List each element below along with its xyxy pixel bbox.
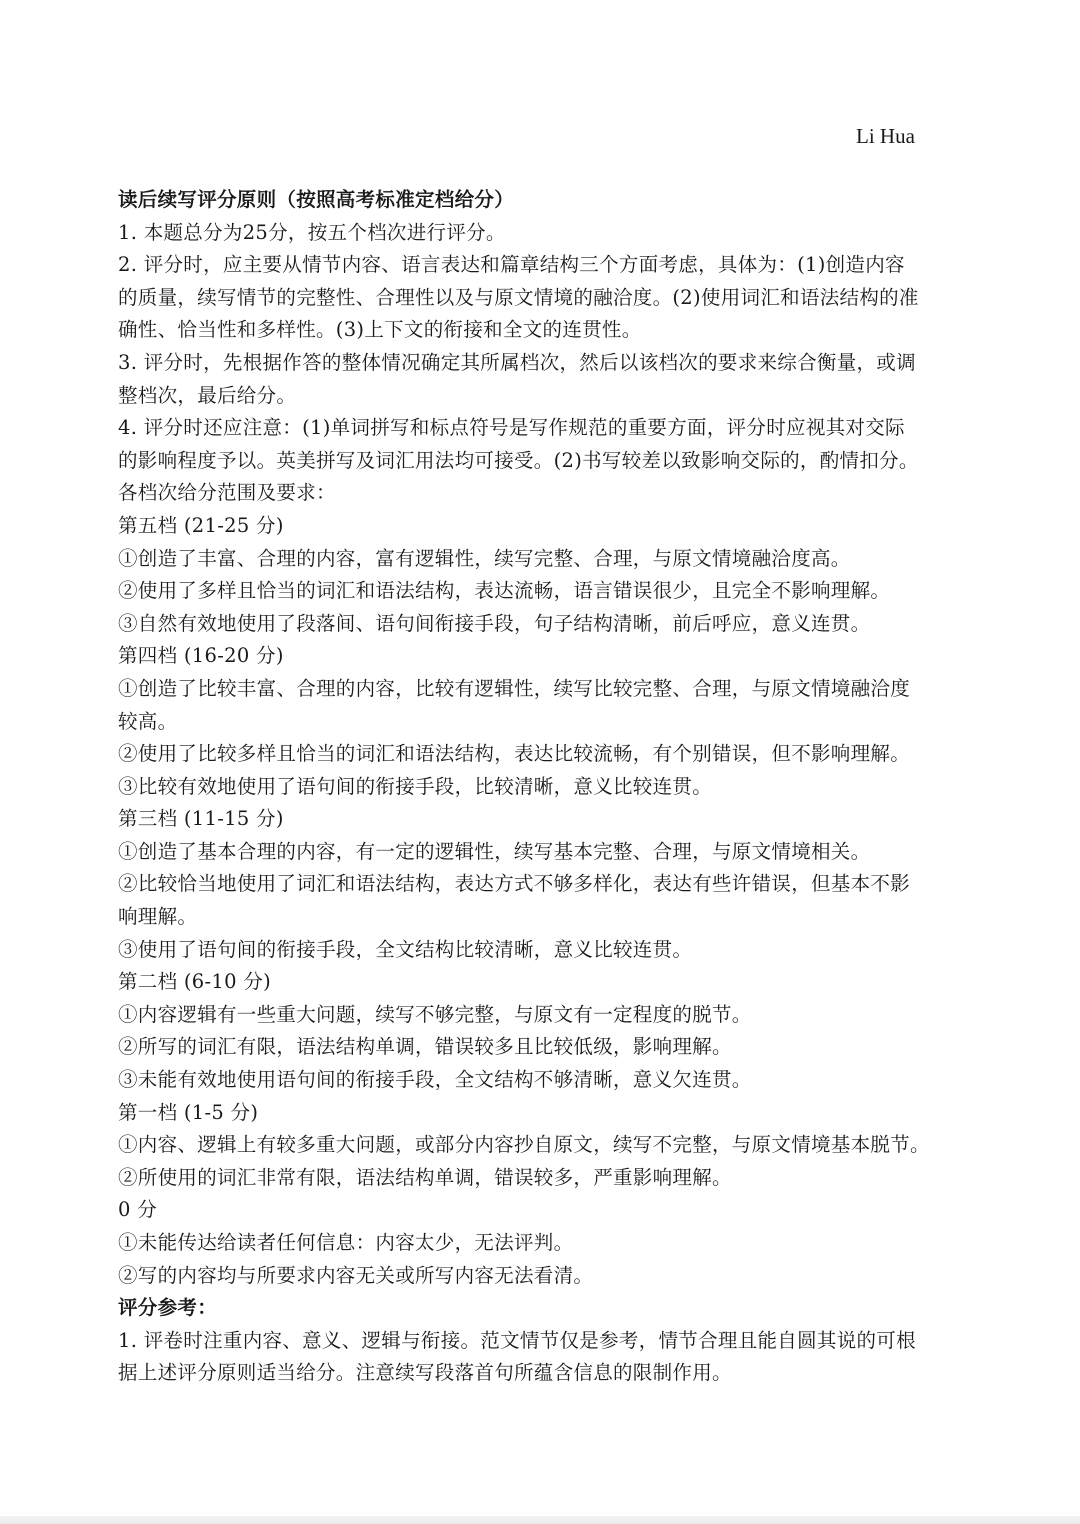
text-line: ③使用了语句间的衔接手段，全文结构比较清晰，意义比较连贯。 — [118, 937, 693, 961]
section-heading: 评分参考： — [118, 1296, 218, 1320]
text-line: 2. 评分时，应主要从情节内容、语言表达和篇章结构三个方面考虑，具体为：(1)创造内容 — [118, 253, 905, 277]
text-line: 0 分 — [118, 1198, 158, 1222]
text-line: ②所使用的词汇非常有限，语法结构单调，错误较多，严重影响理解。 — [118, 1165, 732, 1189]
section-heading: 读后续写评分原则（按照高考标准定档给分） — [118, 188, 515, 211]
text-line: 各档次给分范围及要求： — [118, 481, 336, 505]
text-line: 第三档 (11-15 分) — [118, 807, 284, 831]
page-bottom-edge — [0, 1516, 1080, 1524]
text-line: ①创造了基本合理的内容，有一定的逻辑性，续写基本完整、合理，与原文情境相关。 — [118, 839, 871, 863]
text-line: 第四档 (16-20 分) — [118, 644, 284, 668]
text-line: 第一档 (1-5 分) — [118, 1100, 259, 1124]
grading-rules-text — [118, 184, 968, 1390]
text-line: 第二档 (6-10 分) — [118, 970, 272, 994]
text-line: 较高。 — [118, 709, 178, 733]
text-line: 的质量，续写情节的完整性、合理性以及与原文情境的融洽度。(2)使用词汇和语法结构的准 — [118, 285, 919, 309]
text-line: ①内容、逻辑上有较多重大问题，或部分内容抄自原文，续写不完整，与原文情境基本脱节。 — [118, 1133, 930, 1157]
text-line: ②写的内容均与所要求内容无关或所写内容无法看清。 — [118, 1263, 594, 1287]
text-line: 据上述评分原则适当给分。注意续写段落首句所蕴含信息的限制作用。 — [118, 1361, 732, 1385]
text-line: 第五档 (21-25 分) — [118, 513, 284, 537]
text-line: 确性、恰当性和多样性。(3)上下文的衔接和全文的连贯性。 — [118, 318, 642, 342]
text-line: ③自然有效地使用了段落间、语句间衔接手段，句子结构清晰，前后呼应，意义连贯。 — [118, 611, 871, 635]
text-line: ②所写的词汇有限，语法结构单调，错误较多且比较低级，影响理解。 — [118, 1035, 732, 1059]
text-line: ③未能有效地使用语句间的衔接手段，全文结构不够清晰，意义欠连贯。 — [118, 1068, 752, 1092]
signature-name: Li Hua — [856, 124, 915, 148]
text-line: 的影响程度予以。英美拼写及词汇用法均可接受。(2)书写较差以致影响交际的，酌情扣分。 — [118, 448, 919, 472]
text-line: ②使用了多样且恰当的词汇和语法结构，表达流畅，语言错误很少，且完全不影响理解。 — [118, 579, 891, 603]
text-line: ③比较有效地使用了语句间的衔接手段，比较清晰，意义比较连贯。 — [118, 774, 713, 798]
text-line: 响理解。 — [118, 905, 198, 929]
text-line: ①创造了丰富、合理的内容，富有逻辑性，续写完整、合理，与原文情境融洽度高。 — [118, 546, 851, 570]
text-line: 整档次，最后给分。 — [118, 383, 297, 407]
text-line: 1. 本题总分为25分，按五个档次进行评分。 — [118, 220, 506, 244]
text-line: ②比较恰当地使用了词汇和语法结构，表达方式不够多样化，表达有些许错误，但基本不影 — [118, 872, 911, 896]
text-line: 4. 评分时还应注意：(1)单词拼写和标点符号是写作规范的重要方面，评分时应视其对交际 — [118, 416, 905, 440]
text-line: ①内容逻辑有一些重大问题，续写不够完整，与原文有一定程度的脱节。 — [118, 1002, 752, 1026]
text-line: 1. 评卷时注重内容、意义、逻辑与衔接。范文情节仅是参考，情节合理且能自圆其说的可根 — [118, 1328, 916, 1352]
text-line: ②使用了比较多样且恰当的词汇和语法结构，表达比较流畅，有个别错误，但不影响理解。 — [118, 742, 911, 766]
text-line: ①未能传达给读者任何信息：内容太少，无法评判。 — [118, 1231, 574, 1254]
text-line: ①创造了比较丰富、合理的内容，比较有逻辑性，续写比较完整、合理，与原文情境融洽度 — [118, 676, 911, 700]
text-line: 3. 评分时，先根据作答的整体情况确定其所属档次，然后以该档次的要求来综合衡量，或调 — [118, 350, 916, 374]
